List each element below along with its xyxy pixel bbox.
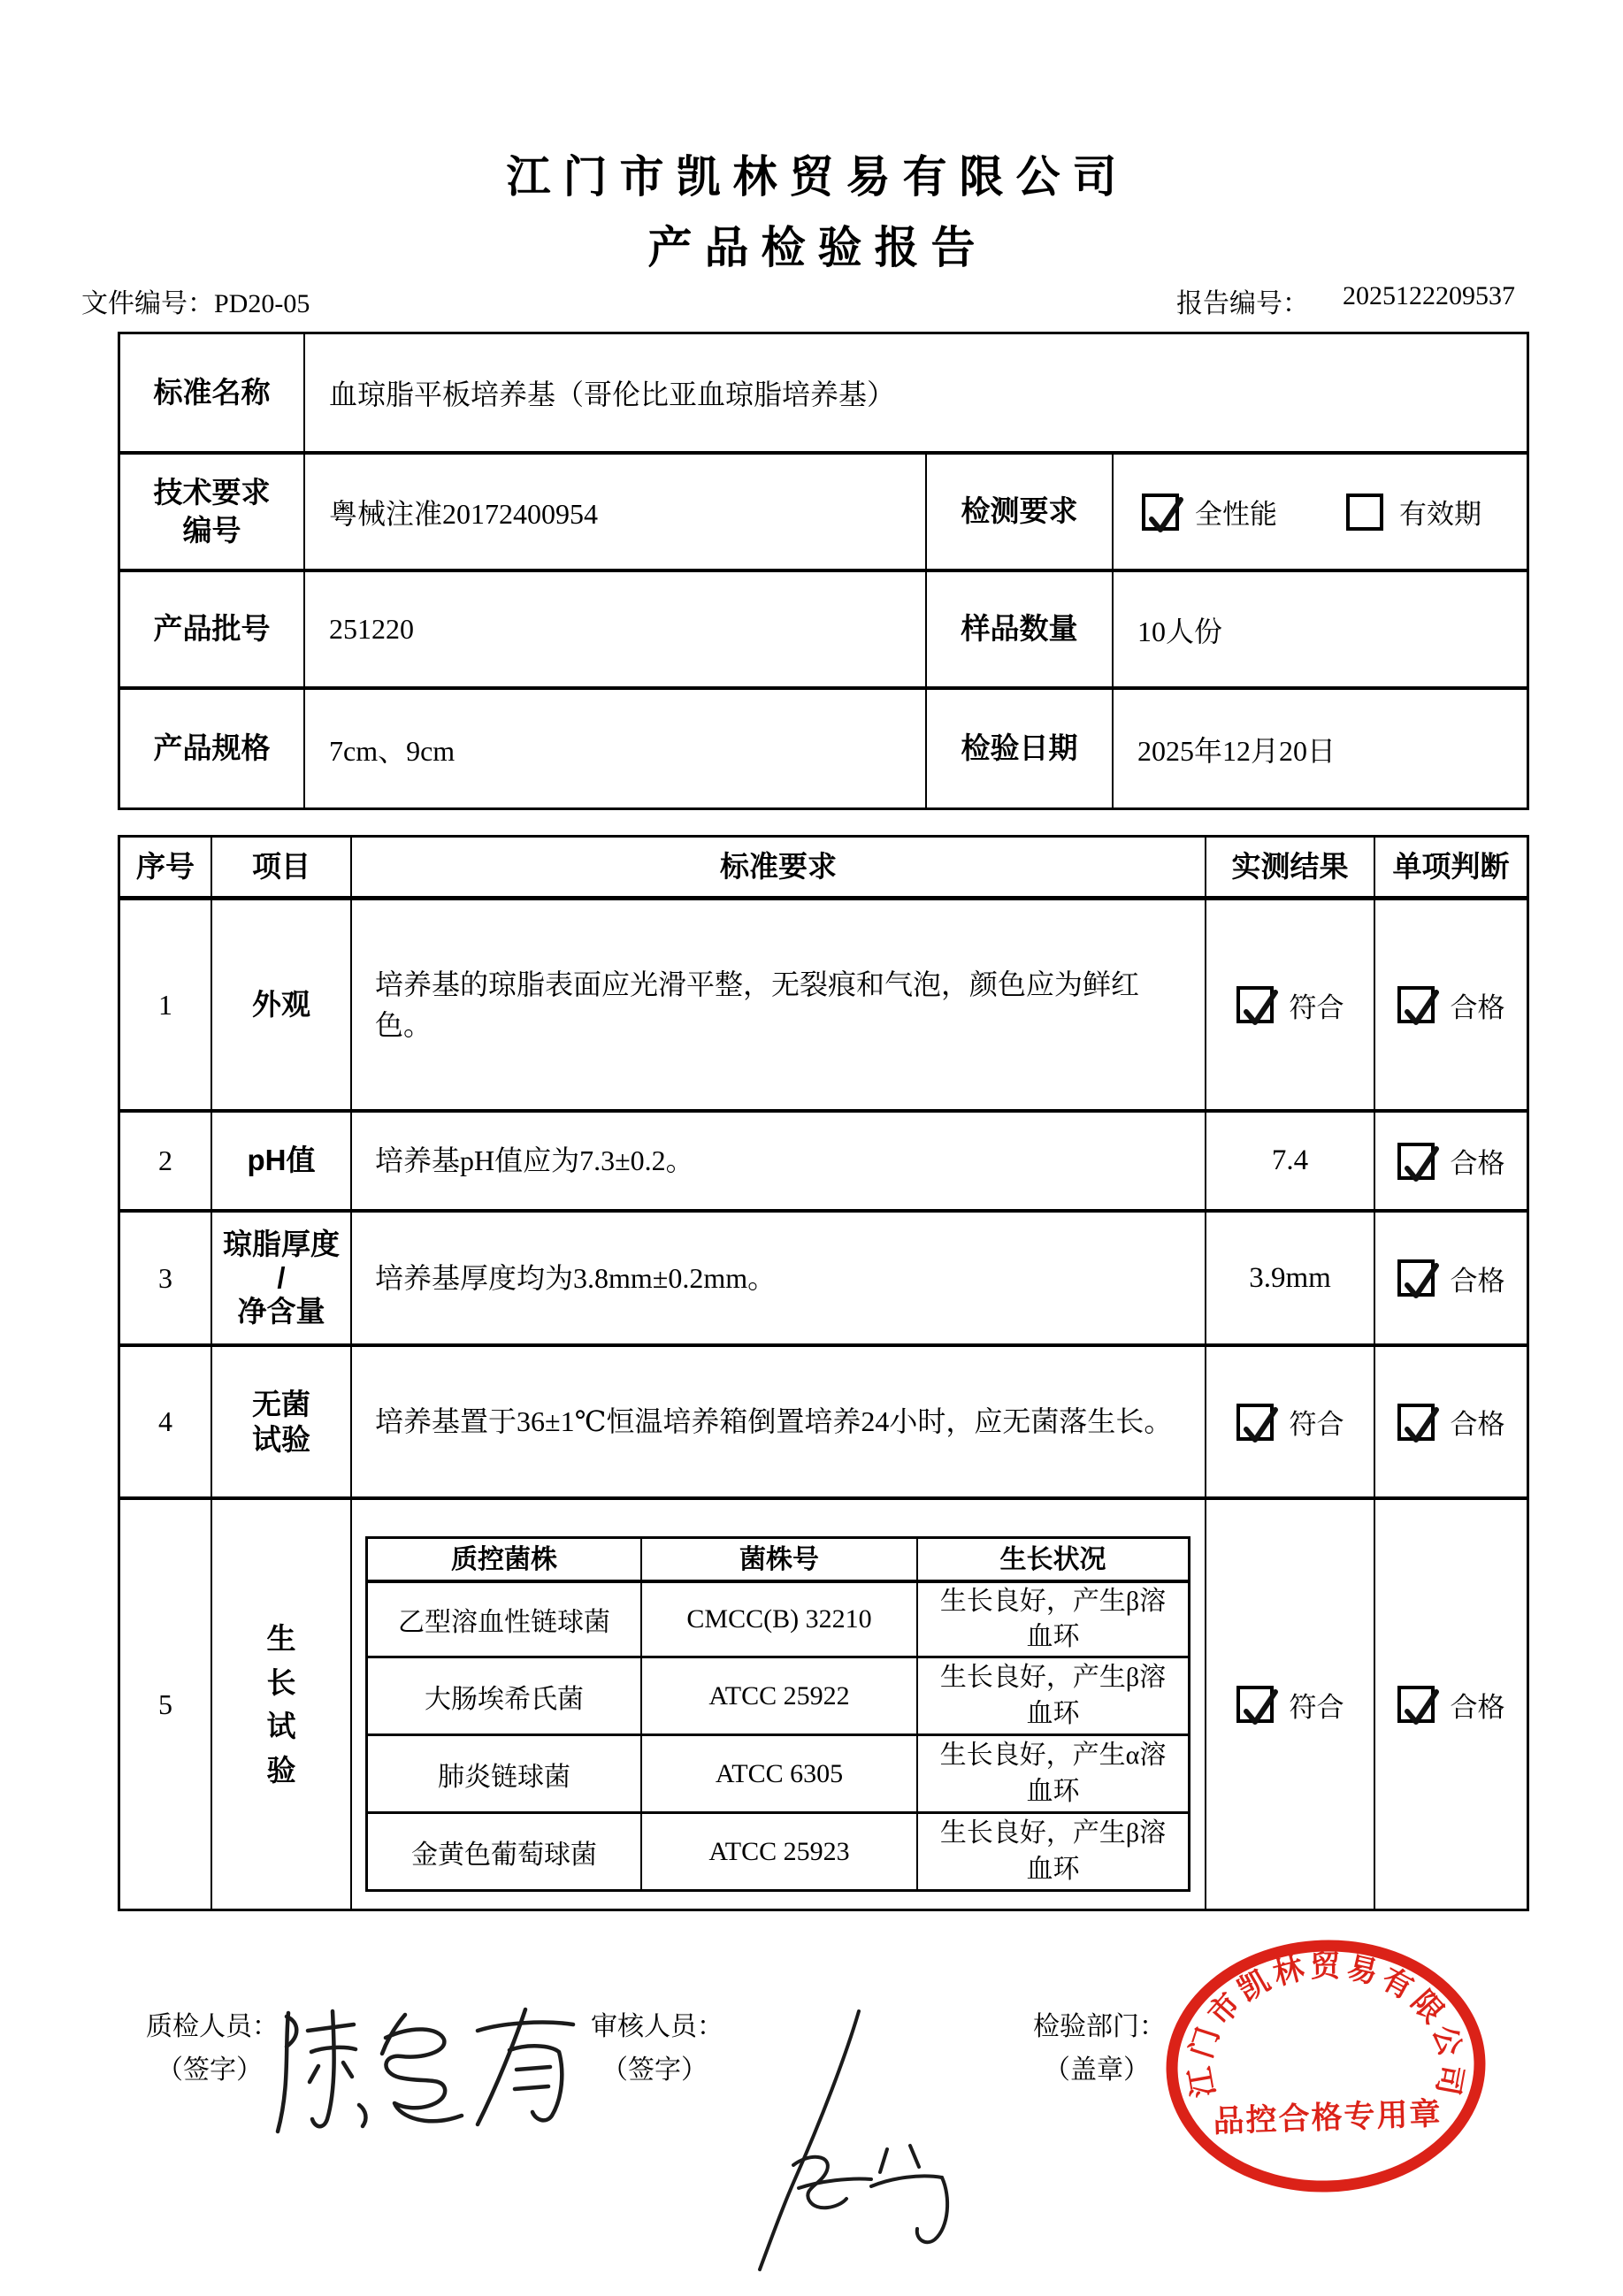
spec-value: 7cm、9cm: [303, 690, 925, 807]
growth-row: [368, 1656, 1188, 1733]
company-title: 江门市凯林贸易有限公司: [506, 152, 1129, 202]
strain-number: ATCC 25922: [640, 1658, 916, 1733]
growth-table-header: [368, 1539, 1188, 1580]
strain-name: 金黄色葡萄球菌: [411, 1840, 597, 1870]
check-icon: [1237, 1399, 1280, 1449]
qc-signature: [265, 2001, 584, 2151]
row-result: 7.4: [1205, 1113, 1374, 1209]
row-requirement: 培养基置于36±1℃恒温培养箱倒置培养24小时，应无菌落生长。: [350, 1347, 1205, 1496]
validity-checkbox[interactable]: [1346, 494, 1383, 531]
judgement-label: 合格: [1450, 1409, 1505, 1440]
table-row: [120, 1109, 1527, 1209]
document-meta-line: [81, 281, 1515, 320]
date-value: 2025年12月20日: [1112, 690, 1527, 807]
dept-label: 检验部门： （盖章）: [1033, 2012, 1166, 2085]
standard-name-label: 标准名称: [153, 375, 271, 409]
check-icon: [1143, 489, 1185, 539]
row-requirement: 培养基厚度均为3.8mm±0.2mm。: [350, 1213, 1205, 1343]
growth-col-status: 生长状况: [916, 1539, 1188, 1580]
qc-signer-label: 质检人员： （签字）: [146, 2012, 279, 2085]
col-header-result: 实测结果: [1205, 838, 1374, 896]
check-icon: [1398, 1255, 1441, 1305]
stamp-center-text: 品控合格专用章: [1212, 2096, 1443, 2139]
judgement-checkbox[interactable]: [1397, 1404, 1435, 1441]
growth-status: 生长良好，产生β溶血环: [916, 1658, 1188, 1733]
row-result: [1205, 1500, 1374, 1909]
report-number-label: 报告编号：: [1176, 289, 1309, 318]
check-icon: [1237, 1681, 1280, 1731]
col-header-item: 项目: [211, 838, 350, 896]
table-row: [120, 569, 1527, 686]
date-label: 检验日期: [925, 690, 1112, 807]
report-title: 产品检验报告: [647, 223, 988, 272]
row-result: [1205, 1347, 1374, 1496]
row-no: 3: [158, 1261, 172, 1294]
check-icon: [1237, 982, 1280, 1031]
batch-label: 产品批号: [153, 612, 271, 646]
sample-qty-label: 样品数量: [925, 572, 1112, 686]
growth-table: [365, 1536, 1190, 1892]
row-judgement: [1374, 1347, 1527, 1496]
judgement-checkbox[interactable]: [1397, 1143, 1435, 1180]
file-number-value: PD20-05: [214, 289, 310, 318]
report-number-value: 2025122209537: [1343, 281, 1515, 310]
file-number: [81, 281, 310, 320]
strain-number: ATCC 25923: [640, 1814, 916, 1889]
row-no: 2: [158, 1144, 172, 1176]
tech-requirement-value: 粤械注准20172400954: [303, 455, 925, 569]
company-stamp: [1159, 1933, 1493, 2199]
full-performance-checkbox[interactable]: [1142, 494, 1179, 531]
judgement-label: 合格: [1450, 1691, 1505, 1723]
table-row: [120, 451, 1527, 569]
row-judgement: [1374, 1113, 1527, 1209]
batch-value: 251220: [303, 572, 925, 686]
result-checkbox[interactable]: [1236, 1686, 1274, 1723]
result-checkbox[interactable]: [1236, 1404, 1274, 1441]
validity-label: 有效期: [1399, 499, 1481, 530]
file-number-label: 文件编号：: [81, 289, 214, 318]
result-table-header: [120, 838, 1527, 896]
row-requirement: 培养基pH值应为7.3±0.2。: [350, 1113, 1205, 1209]
review-signature: [747, 2006, 995, 2289]
table-row: [120, 1496, 1527, 1909]
judgement-label: 合格: [1450, 1148, 1505, 1179]
strain-number: ATCC 6305: [640, 1736, 916, 1811]
row-result: [1205, 900, 1374, 1109]
result-checkbox[interactable]: [1236, 986, 1274, 1023]
growth-status: 生长良好，产生β溶血环: [916, 1583, 1188, 1656]
row-requirement: 培养基的琼脂表面应光滑平整，无裂痕和气泡，颜色应为鲜红色。: [350, 900, 1205, 1109]
growth-row: [368, 1580, 1188, 1656]
stamp-company-text: 江门市凯林贸易有限公司: [1183, 1949, 1469, 2101]
full-performance-label: 全性能: [1195, 499, 1277, 530]
growth-row: [368, 1811, 1188, 1889]
option-validity: [1346, 492, 1481, 532]
sample-qty-value: 10人份: [1112, 572, 1527, 686]
check-icon: [1398, 1681, 1441, 1731]
col-header-requirement: 标准要求: [350, 838, 1205, 896]
growth-status: 生长良好，产生α溶血环: [916, 1736, 1188, 1811]
row-item: 琼脂厚度 / 净含量: [211, 1213, 350, 1343]
review-signer-label: 审核人员： （签字）: [591, 2012, 723, 2085]
option-full-performance: [1142, 492, 1277, 532]
test-requirement-options: [1112, 455, 1527, 569]
judgement-checkbox[interactable]: [1397, 1259, 1435, 1297]
row-judgement: [1374, 900, 1527, 1109]
row-judgement: [1374, 1213, 1527, 1343]
table-row: [120, 896, 1527, 1109]
row-no: 1: [158, 988, 172, 1021]
product-info-table: [118, 332, 1529, 810]
row-no: 4: [158, 1405, 172, 1437]
judgement-label: 合格: [1450, 1265, 1505, 1297]
report-number: [1176, 281, 1515, 320]
strain-number: CMCC(B) 32210: [640, 1583, 916, 1656]
judgement-label: 合格: [1450, 991, 1505, 1023]
growth-col-strain-no: 菌株号: [640, 1539, 916, 1580]
growth-col-strain: 质控菌株: [451, 1544, 557, 1574]
standard-name-value: 血琼脂平板培养基（哥伦比亚血琼脂培养基）: [303, 334, 1527, 451]
judgement-checkbox[interactable]: [1397, 986, 1435, 1023]
growth-status: 生长良好，产生β溶血环: [916, 1814, 1188, 1889]
row-item: 外观: [211, 900, 350, 1109]
result-label: 符合: [1289, 1691, 1344, 1723]
check-icon: [1398, 1138, 1441, 1188]
result-table: [118, 835, 1529, 1911]
col-header-no: 序号: [136, 849, 195, 883]
strain-name: 肺炎链球菌: [438, 1762, 570, 1792]
tech-requirement-label: 技术要求 编号: [153, 475, 271, 547]
table-row: [120, 334, 1527, 451]
row-result: 3.9mm: [1205, 1213, 1374, 1343]
row-item: 生长试验: [211, 1500, 350, 1909]
table-row: [120, 1209, 1527, 1343]
row-item: 无菌 试验: [211, 1347, 350, 1496]
strain-name: 大肠埃希氏菌: [425, 1684, 584, 1714]
row-requirement: [350, 1500, 1205, 1909]
growth-row: [368, 1733, 1188, 1811]
test-requirement-label: 检测要求: [925, 455, 1112, 569]
result-label: 符合: [1289, 1409, 1344, 1440]
row-judgement: [1374, 1500, 1527, 1909]
check-icon: [1398, 1399, 1441, 1449]
table-row: [120, 686, 1527, 807]
check-icon: [1398, 982, 1441, 1031]
row-no: 5: [158, 1688, 172, 1720]
judgement-checkbox[interactable]: [1397, 1686, 1435, 1723]
strain-name: 乙型溶血性链球菌: [398, 1608, 610, 1637]
result-label: 符合: [1289, 991, 1344, 1023]
col-header-judgement: 单项判断: [1374, 838, 1527, 896]
spec-label: 产品规格: [153, 731, 271, 765]
table-row: [120, 1343, 1527, 1496]
row-item: pH值: [211, 1113, 350, 1209]
